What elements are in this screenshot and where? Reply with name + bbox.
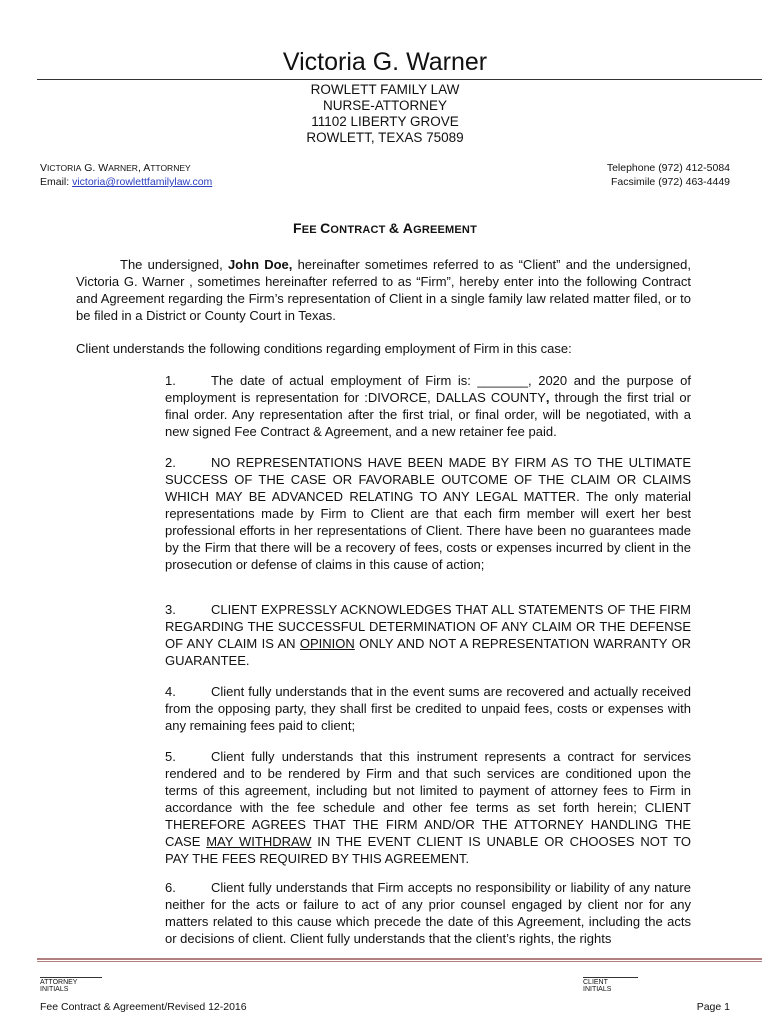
condition-item-3: 3. CLIENT EXPRESSLY ACKNOWLEDGES THAT ALL STATEMENTS OF THE FIRM REGARDING THE SUCCESSFUL DETERMINATION OF ANY CLAIM OR THE DEFENSE OF ANY CLAIM IS AN OPINION ONLY AND NOT A REPRESENTATION WARRANTY OR GUARANTEE. [165,602,691,668]
letterhead-name: Victoria G. Warner [282,48,488,76]
telephone: Telephone (972) 412-5084 [606,162,730,174]
condition-item-1: 1. The date of actual employment of Firm is: _______, 2020 and the purpose of employment is representation for :DIVORCE, DALLAS COUNTY, through the first trial or final order. Any representation after the first trial, or final order, will be negotiated, with a new signed Fee Contract & Agreement, and a new retainer fee paid. [165,373,691,439]
condition-item-5: 5. Client fully understands that this instrument represents a contract for services rendered and to be rendered by Firm and that such services are conditioned upon the terms of this agreement, including but not limited to payment of attorney fees to Firm in accordance with the fee schedule and other fee terms as set forth herein; CLIENT THEREFORE AGREES THAT THE FIRM AND/OR THE ATTORNEY HANDLING THE CASE MAY WITHDRAW IN THE EVENT CLIENT IS UNABLE OR CHOOSES NOT TO PAY THE FEES REQUIRED BY THIS AGREEMENT. [165,749,692,866]
attorney-initials-line[interactable]: ATTORNEY INITIALS [40,977,102,993]
office-line-title: NURSE-ATTORNEY [322,98,447,113]
facsimile: Facsimile (972) 463-4449 [610,176,730,188]
condition-item-4: 4. Client fully understands that in the event sums are recovered and actually received from the opposing party, they shall first be credited to unpaid fees, costs or expenses with any remaining fees paid to client; [165,684,691,733]
document-title: FEE CONTRACT & AGREEMENT [293,220,477,236]
client-name: John Doe, [227,257,293,272]
condition-item-6: 6. Client fully understands that Firm accepts no responsibility or liability of any nature neither for the acts or failure to act of any prior counsel engaged by client nor for any matters related to this cause which precede the date of this Agreement, including the acts or decisions of client. Client fully understands that the client’s rights, the rights [165,880,691,946]
page-number: Page 1 [696,1001,730,1013]
condition-item-2: 2. NO REPRESENTATIONS HAVE BEEN MADE BY FIRM AS TO THE ULTIMATE SUCCESS OF THE CASE OR FAVORABLE OUTCOME OF THE CLAIM OR CLAIMS WHICH MAY BE ADVANCED RELATING TO ANY LEGAL MATTER. The only material representations made by Firm to Client are that each firm member will exert her best professional efforts in her representations of Client. There have been no guarantees made by the Firm that there will be a recovery of fees, costs or expenses incurred by client in the prosecution or defense of claims in this cause of action; [165,455,691,572]
header-rule [37,79,762,80]
email-line: Email: victoria@rowlettfamilylaw.com [40,176,213,188]
intro-paragraph: The undersigned, John Doe, hereinafter sometimes referred to as “Client” and the undersigned, Victoria G. Warner , sometimes hereinafter referred to as “Firm”, hereby enter into the following Contract and Agreement regarding the Firm’s representation of Client in a single family law related matter filed, or to be filed in a District or County Court in Texas. [76,257,691,323]
office-line-firm: ROWLETT FAMILY LAW [310,82,460,97]
client-initials-line[interactable]: CLIENT INITIALS [583,977,638,993]
conditions-intro: Client understands the following conditions regarding employment of Firm in this case: [76,341,572,356]
office-line-street: 11102 LIBERTY GROVE [311,114,459,129]
footer-rule-thin [37,961,762,962]
footer-rule [37,958,762,960]
attorney-name-line: VICTORIA G. WARNER, ATTORNEY [40,162,191,174]
office-line-city: ROWLETT, TEXAS 75089 [306,130,464,145]
revision-note: Fee Contract & Agreement/Revised 12-2016 [40,1001,247,1013]
email-link[interactable]: victoria@rowlettfamilylaw.com [72,176,213,188]
